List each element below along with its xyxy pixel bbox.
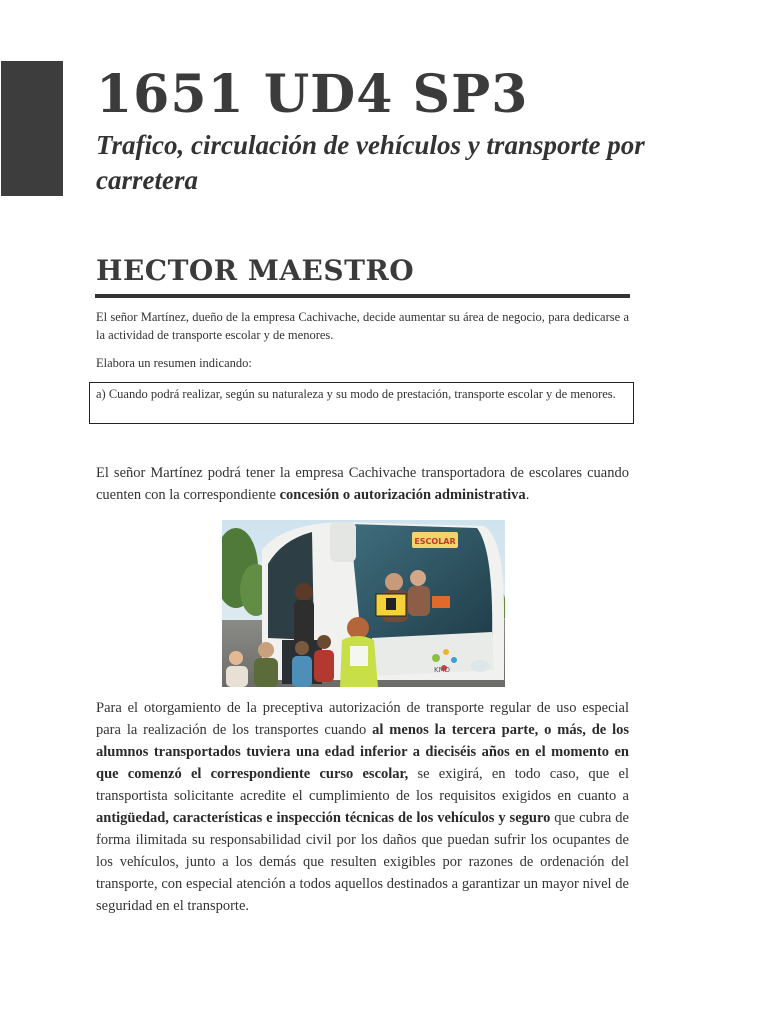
answer-2-part-2: se exigirá, en todo caso, que el transportista solicitante acredite el cumplimiento de los requisitos exigidos en cuanto a bbox=[96, 766, 629, 804]
answer-1-end: . bbox=[525, 487, 530, 503]
document-title: 1651 UD4 SP3 bbox=[96, 64, 529, 125]
bus-brand-text: KMD bbox=[434, 666, 451, 674]
answer-paragraph-1 bbox=[96, 462, 629, 506]
bus-sign-text: ESCOLAR bbox=[414, 537, 456, 546]
question-box bbox=[89, 382, 634, 424]
exercise-intro: El señor Martínez, dueño de la empresa Cachivache, decide aumentar su área de negocio, para dedicarse a la actividad de transporte escolar y de menores. bbox=[96, 310, 629, 342]
side-color-block bbox=[1, 61, 63, 196]
answer-paragraph-2 bbox=[96, 697, 629, 917]
answer-2-part-1: Para el otorgamiento de la preceptiva autorización de transporte regular de uso especial para la realización de los transportes cuando bbox=[96, 700, 629, 738]
answer-1-bold: concesión o autorización administrativa bbox=[279, 487, 526, 503]
answer-2-part-3: que cubra de forma ilimitada su responsabilidad civil por los daños que puedan sufrir los ocupantes de los vehículos, junto a los demás que resulten exigibles por razones de ordenación del transporte, con especial atención a todos aquellos destinados a garantizar un mayor nivel de seguridad en el transporte. bbox=[96, 810, 629, 914]
question-text: a) Cuando podrá realizar, según su naturaleza y su modo de prestación, transporte escolar y de menores. bbox=[96, 387, 616, 401]
answer-2-bold-1: al menos la tercera parte, o más, de los alumnos transportados tuviera una edad inferior a dieciséis años en el momento en que comenzó el correspondiente curso escolar, bbox=[96, 722, 629, 782]
school-bus-photo bbox=[222, 520, 505, 687]
author-name: HECTOR MAESTRO bbox=[96, 254, 415, 287]
document-subtitle: Trafico, circulación de vehículos y transporte por carretera bbox=[96, 130, 645, 195]
exercise-prompt: Elabora un resumen indicando: bbox=[96, 356, 252, 370]
author-divider bbox=[95, 294, 630, 298]
answer-2-bold-2: antigüedad, características e inspección técnicas de los vehículos y seguro bbox=[96, 810, 551, 826]
answer-1-text: El señor Martínez podrá tener la empresa Cachivache transportadora de escolares cuando cuenten con la correspondiente bbox=[96, 465, 629, 503]
